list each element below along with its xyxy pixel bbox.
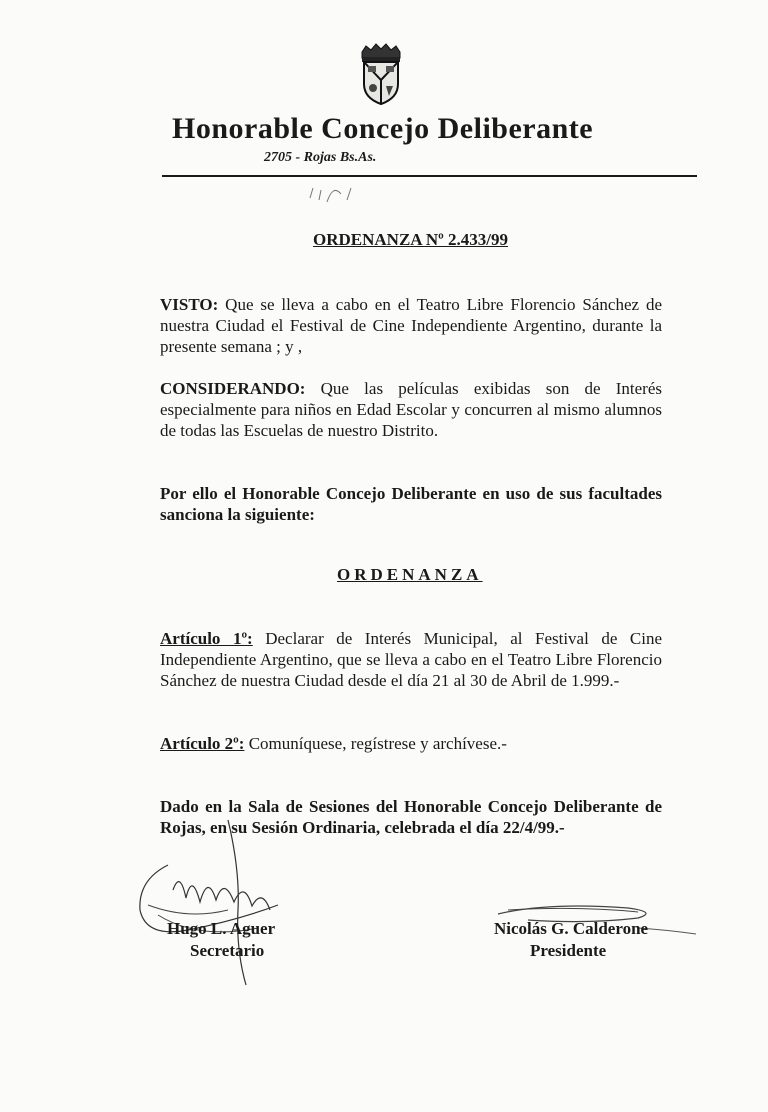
- visto-text: Que se lleva a cabo en el Teatro Libre Florencio Sánchez de nuestra Ciudad el Festival de Cine Independiente Argentino, durante la presente semana ; y ,: [160, 295, 662, 356]
- pen-mark: [305, 180, 365, 205]
- dado-paragraph: Dado en la Sala de Sesiones del Honorable Concejo Deliberante de Rojas, en su Sesión Ordinaria, celebrada el día 22/4/99.-: [160, 797, 662, 837]
- visto-label: VISTO:: [160, 295, 219, 314]
- article-2-label: Artículo 2º:: [160, 734, 245, 753]
- document-title: ORDENANZA Nº 2.433/99: [313, 230, 508, 249]
- president-name: Nicolás G. Calderone: [494, 919, 649, 938]
- article-1-paragraph: [160, 628, 662, 691]
- considerando-paragraph: [160, 378, 662, 441]
- header-divider: [162, 175, 697, 177]
- article-2-text: Comuníquese, regístrese y archívese.-: [244, 734, 507, 753]
- secretary-name: Hugo L. Aguer: [167, 919, 276, 938]
- article-1-text: Declarar de Interés Municipal, al Festival de Cine Independiente Argentino, que se lleva a cabo en el Teatro Libre Florencio Sánchez de nuestra Ciudad desde el día 21 al 30 de Abril de 1.999.-: [160, 629, 662, 690]
- coat-of-arms-icon: [356, 42, 406, 106]
- secretary-signature: [128, 810, 298, 990]
- section-heading: ORDENANZA: [337, 565, 483, 584]
- article-1-label: Artículo 1º:: [160, 629, 253, 648]
- por-ello-paragraph: Por ello el Honorable Concejo Deliberante en uso de sus facultades sanciona la siguiente:: [160, 484, 662, 524]
- visto-paragraph: [160, 294, 662, 357]
- president-role: Presidente: [530, 941, 607, 960]
- org-address: 2705 - Rojas Bs.As.: [264, 150, 377, 165]
- org-title: Honorable Concejo Deliberante: [172, 112, 594, 145]
- secretary-role: Secretario: [190, 941, 265, 960]
- considerando-text: Que las películas exibidas son de Interés especialmente para niños en Edad Escolar y concurren al mismo alumnos de todas las Escuelas de nuestro Distrito.: [160, 379, 662, 440]
- considerando-label: CONSIDERANDO:: [160, 379, 306, 398]
- article-2-paragraph: [160, 733, 662, 754]
